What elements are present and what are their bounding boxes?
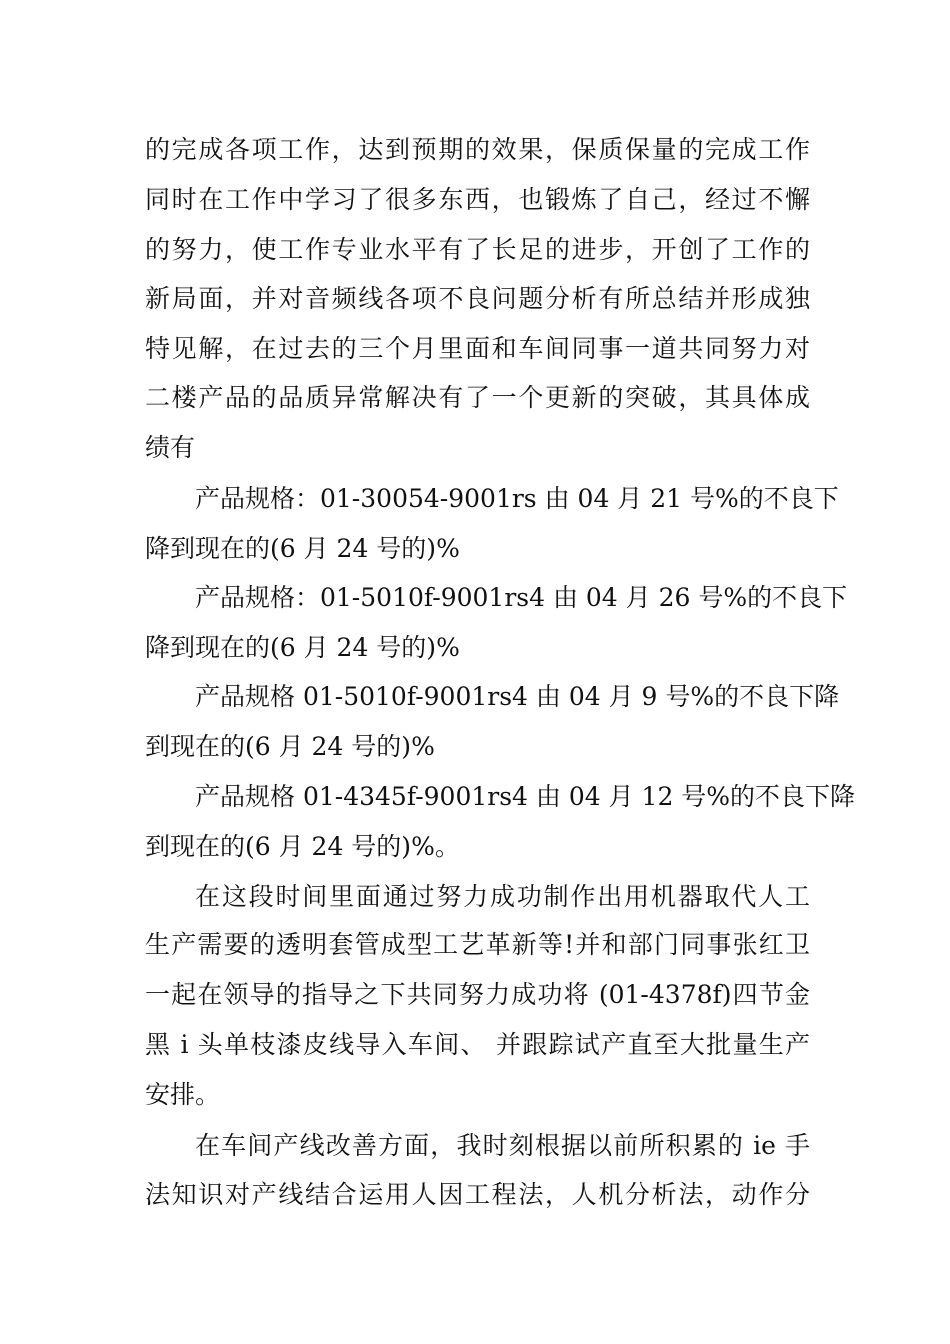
text-line: 降到现在的(6 月 24 号的)% bbox=[145, 633, 460, 662]
text-line: 产品规格 01-5010f-9001rs4 由 04 月 9 号%的不良下降 bbox=[195, 682, 840, 711]
text-line: 二楼产品的品质异常解决有了一个更新的突破，其具体成 bbox=[145, 383, 810, 412]
text-line: 绩有 bbox=[145, 433, 196, 462]
text-line: 到现在的(6 月 24 号的)% bbox=[145, 732, 435, 761]
text-line: 产品规格 01-4345f-9001rs4 由 04 月 12 号%的不良下降 bbox=[195, 782, 856, 811]
text-line: 同时在工作中学习了很多东西，也锻炼了自己，经过不懈 bbox=[145, 185, 810, 214]
text-line: 法知识对产线结合运用人因工程法，人机分析法，动作分 bbox=[145, 1180, 810, 1209]
text-line: 生产需要的透明套管成型工艺革新等!并和部门同事张红卫 bbox=[145, 930, 810, 959]
text-line: 一起在领导的指导之下共同努力成功将 (01-4378f)四节金 bbox=[145, 980, 810, 1009]
text-line: 降到现在的(6 月 24 号的)% bbox=[145, 534, 460, 563]
text-line: 新局面，并对音频线各项不良问题分析有所总结并形成独 bbox=[145, 284, 810, 313]
text-line: 安排。 bbox=[145, 1080, 221, 1109]
text-line: 产品规格：01-30054-9001rs 由 04 月 21 号%的不良下 bbox=[195, 484, 839, 513]
text-line: 到现在的(6 月 24 号的)%。 bbox=[145, 832, 460, 861]
text-line: 产品规格：01-5010f-9001rs4 由 04 月 26 号%的不良下 bbox=[195, 583, 848, 612]
text-line: 在这段时间里面通过努力成功制作出用机器取代人工 bbox=[195, 882, 810, 911]
text-line: 在车间产线改善方面，我时刻根据以前所积累的 ie 手 bbox=[195, 1131, 810, 1160]
text-line: 的努力，使工作专业水平有了长足的进步，开创了工作的 bbox=[145, 235, 810, 264]
text-line: 特见解，在过去的三个月里面和车间同事一道共同努力对 bbox=[145, 334, 810, 363]
text-line: 的完成各项工作，达到预期的效果，保质保量的完成工作 bbox=[145, 135, 810, 164]
text-line: 黑 i 头单枝漆皮线导入车间、 并跟踪试产直至大批量生产 bbox=[145, 1030, 810, 1059]
